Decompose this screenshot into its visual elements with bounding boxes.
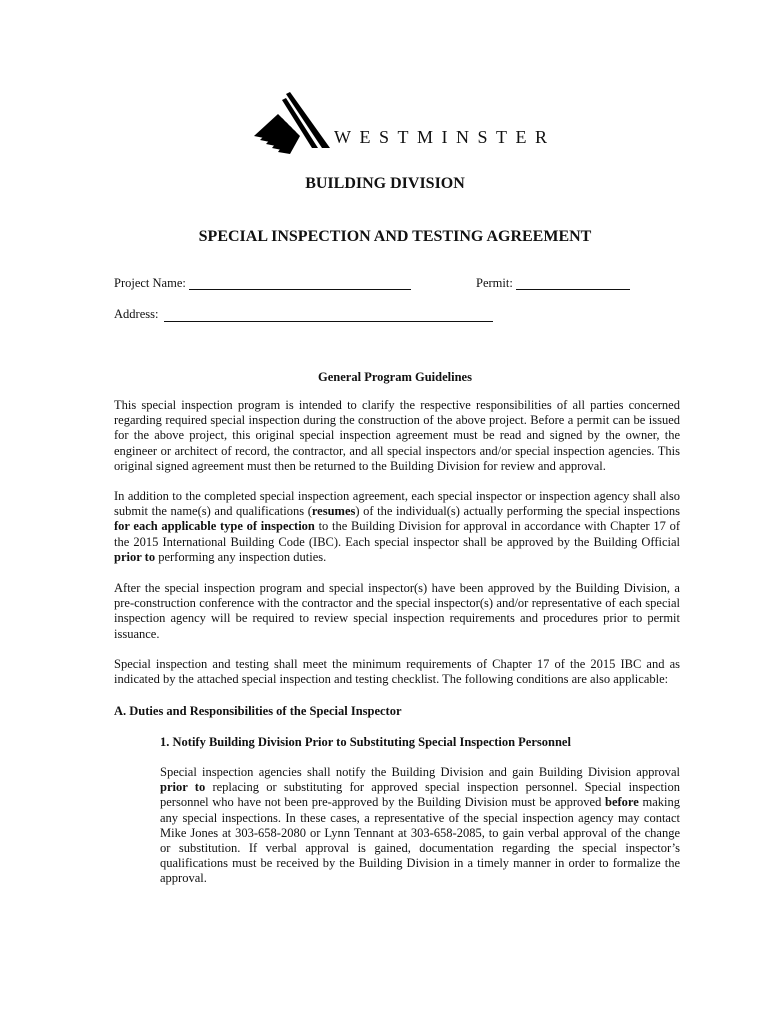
heading-notify: 1. Notify Building Division Prior to Substituting Special Inspection Personnel — [160, 735, 571, 749]
address-label: Address: — [114, 307, 159, 321]
project-name-field[interactable] — [189, 289, 411, 290]
paragraph-preconstruction: After the special inspection program and special inspector(s) have been approved by the Building Division, a pre-construction conference with the contractor and the special inspector(s) and/or representative of each special inspection agency will be required to review special inspection requirements and procedures prior to permit issuance. — [114, 581, 680, 641]
westminster-logo-icon — [250, 92, 332, 156]
paragraph-intro: This special inspection program is intended to clarify the respective responsibilities of all parties concerned regarding required special inspection during the construction of the above project. Before a permit can be issued for the above project, this original special inspection agreement must be read and signed by the owner, the engineer or architect of record, the contractor, and all special inspectors and/or special inspection agencies. This original signed agreement must then be returned to the Building Division for review and approval. — [114, 398, 680, 473]
heading-duties: A. Duties and Responsibilities of the Special Inspector — [114, 704, 402, 718]
division-title: BUILDING DIVISION — [305, 175, 465, 192]
permit-field[interactable] — [516, 289, 630, 290]
paragraph-substitution: Special inspection agencies shall notify the Building Division and gain Building Division approval prior to replacing or substituting for approved special inspection personnel. Special inspection personnel who have not been pre-approved by the Building Division must be approved before making any special inspections. In these cases, a representative of the special inspection agency may contact Mike Jones at 303-658-2080 or Lynn Tennant at 303-658-2085, to gain verbal approval of the change or substitution. If verbal approval is gained, documentation regarding the special inspector’s qualifications must be received by the Building Division in a timely manner in order to formalize the approval. — [160, 765, 680, 886]
permit-label: Permit: — [476, 276, 513, 290]
project-name-label: Project Name: — [114, 276, 186, 290]
paragraph-requirements: Special inspection and testing shall meet the minimum requirements of Chapter 17 of the 2015 IBC and as indicated by the attached special inspection and testing checklist. The following conditions are also applicable: — [114, 657, 680, 687]
section-title: General Program Guidelines — [318, 370, 472, 384]
brand-name: WESTMINSTER — [334, 127, 556, 147]
address-field[interactable] — [164, 321, 493, 322]
document-title: SPECIAL INSPECTION AND TESTING AGREEMENT — [198, 228, 592, 245]
paragraph-qualifications: In addition to the completed special inspection agreement, each special inspector or inspection agency shall also submit the name(s) and qualifications (resumes) of the individual(s) actually performing the special inspections for each applicable type of inspection to the Building Division for approval in accordance with Chapter 17 of the 2015 International Building Code (IBC). Each special inspector shall be approved by the Building Official prior to performing any inspection duties. — [114, 489, 680, 564]
